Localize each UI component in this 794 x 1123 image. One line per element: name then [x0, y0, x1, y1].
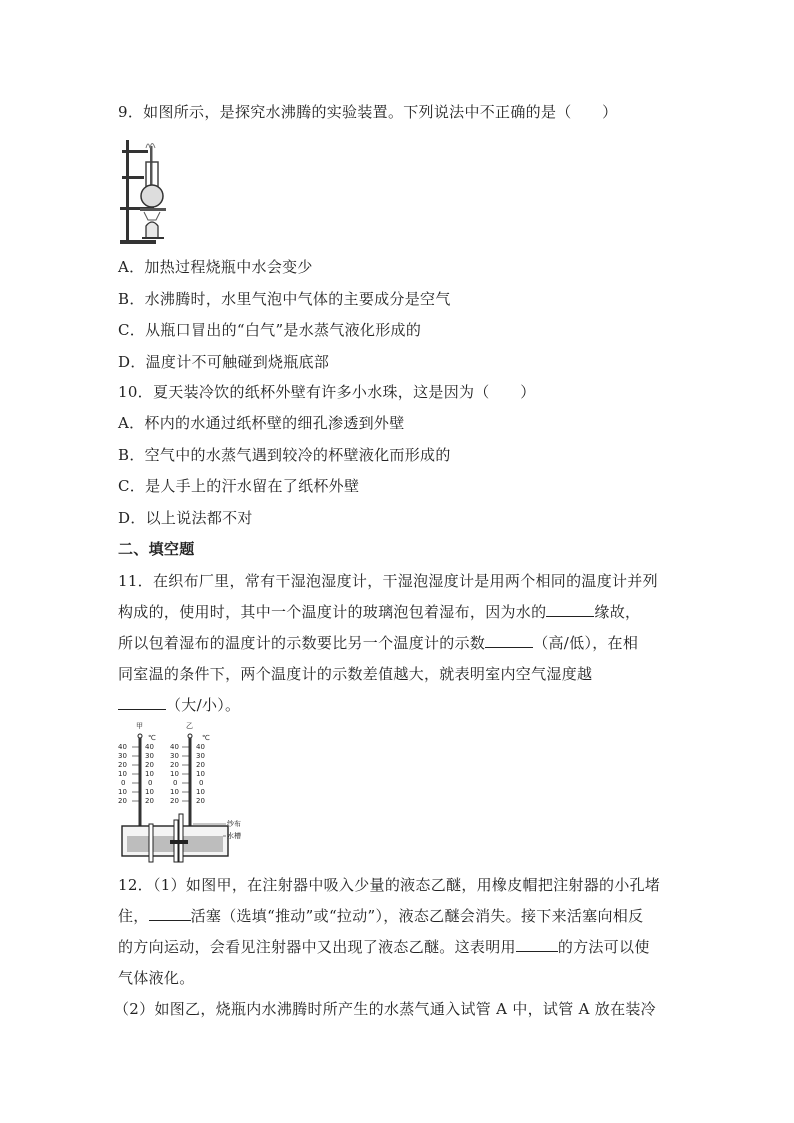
scale-tick-label: 20	[196, 761, 205, 769]
q12-line2	[118, 906, 643, 926]
unit-right: ℃	[202, 734, 210, 742]
q11-line2	[118, 602, 640, 622]
label-tank: 水槽	[227, 832, 241, 840]
q11-line3	[118, 633, 638, 653]
answer-blank[interactable]	[485, 633, 533, 648]
scale-tick-label: 10	[118, 770, 127, 778]
q11-line3-tail: （高/低），在相	[533, 634, 639, 652]
q12-line2-text: 住，	[118, 907, 149, 925]
answer-blank[interactable]	[149, 906, 191, 921]
q9-option-c: C．从瓶口冒出的“白气”是水蒸气液化形成的	[118, 321, 422, 339]
answer-blank[interactable]	[118, 695, 166, 710]
label-left: 甲	[136, 722, 143, 730]
q11-line5	[118, 695, 240, 715]
q10-option-a: A．杯内的水通过纸杯壁的细孔渗透到外壁	[118, 414, 405, 432]
q11-line2-text: 构成的，使用时，其中一个温度计的玻璃泡包着湿布，因为水的	[118, 603, 547, 621]
scale-tick-label: 0	[199, 779, 204, 787]
q11-line5-tail: （大/小）。	[166, 696, 241, 714]
q12-line3-tail: 的方法可以使	[557, 938, 650, 956]
scale-tick-label: 0	[121, 779, 126, 787]
q9-stem: 9．如图所示，是探究水沸腾的实验装置。下列说法中不正确的是（ ）	[118, 103, 618, 121]
q11-line3-text: 所以包着湿布的温度计的示数要比另一个温度计的示数	[118, 634, 486, 652]
scale-tick-label: 10	[118, 788, 127, 796]
scale-tick-label: 10	[196, 788, 205, 796]
scale-tick-label: 20	[145, 761, 154, 769]
answer-blank[interactable]	[516, 937, 558, 952]
q10-option-c: C．是人手上的汗水留在了纸杯外壁	[118, 477, 360, 495]
scale-tick-label: 40	[196, 743, 205, 751]
answer-blank[interactable]	[546, 602, 594, 617]
scale-tick-label: 30	[170, 752, 179, 760]
q9-option-a: A．加热过程烧瓶中水会变少	[118, 258, 313, 276]
label-gauze: 纱布	[227, 820, 241, 828]
scale-tick-label: 10	[145, 788, 154, 796]
scale-tick-label: 20	[170, 761, 179, 769]
q12-line4: 气体液化。	[118, 969, 195, 987]
scale-tick-label: 20	[118, 797, 127, 805]
section-title: 二、填空题	[118, 540, 195, 558]
q10-option-d: D．以上说法都不对	[118, 509, 253, 527]
q9-option-d: D．温度计不可触碰到烧瓶底部	[118, 353, 330, 371]
unit-left: ℃	[148, 734, 156, 742]
scale-tick-label: 20	[196, 797, 205, 805]
q12-line3-text: 的方向运动，会看见注射器中又出现了液态乙醚。这表明用	[118, 938, 516, 956]
scale-tick-label: 10	[170, 770, 179, 778]
q10-option-b: B．空气中的水蒸气遇到较冷的杯壁液化而形成的	[118, 446, 451, 464]
boiling-apparatus-figure	[118, 134, 180, 250]
scale-tick-label: 20	[118, 761, 127, 769]
q10-stem: 10．夏天装冷饮的纸杯外壁有许多小水珠，这是因为（ ）	[118, 383, 536, 401]
q11-line1: 11．在织布厂里，常有干湿泡湿度计，干湿泡湿度计是用两个相同的温度计并列	[118, 572, 658, 590]
q12-line2-tail: 活塞（选填“推动”或“拉动”），液态乙醚会消失。接下来活塞向相反	[190, 907, 644, 925]
scale-tick-label: 30	[118, 752, 127, 760]
scale-tick-label: 10	[145, 770, 154, 778]
scale-tick-label: 0	[173, 779, 178, 787]
scale-tick-label: 40	[145, 743, 154, 751]
q11-line4: 同室温的条件下，两个温度计的示数差值越大，就表明室内空气湿度越	[118, 665, 593, 683]
q12-line5: （2）如图乙，烧瓶内水沸腾时所产生的水蒸气通入试管 A 中，试管 A 放在装冷	[114, 1000, 656, 1018]
q12-line3	[118, 937, 650, 957]
scale-tick-label: 30	[196, 752, 205, 760]
label-right: 乙	[186, 722, 193, 730]
scale-tick-label: 20	[170, 797, 179, 805]
scale-tick-label: 30	[145, 752, 154, 760]
scale-tick-label: 40	[170, 743, 179, 751]
hygrometer-figure	[118, 718, 278, 867]
scale-tick-label: 10	[196, 770, 205, 778]
scale-tick-label: 0	[148, 779, 153, 787]
scale-tick-label: 40	[118, 743, 127, 751]
q9-option-b: B．水沸腾时，水里气泡中气体的主要成分是空气	[118, 290, 451, 308]
q12-line1: 12．（1）如图甲，在注射器中吸入少量的液态乙醚，用橡皮帽把注射器的小孔堵	[118, 876, 661, 894]
scale-tick-label: 10	[170, 788, 179, 796]
scale-tick-label: 20	[145, 797, 154, 805]
q11-line2-tail: 缘故，	[594, 603, 641, 621]
